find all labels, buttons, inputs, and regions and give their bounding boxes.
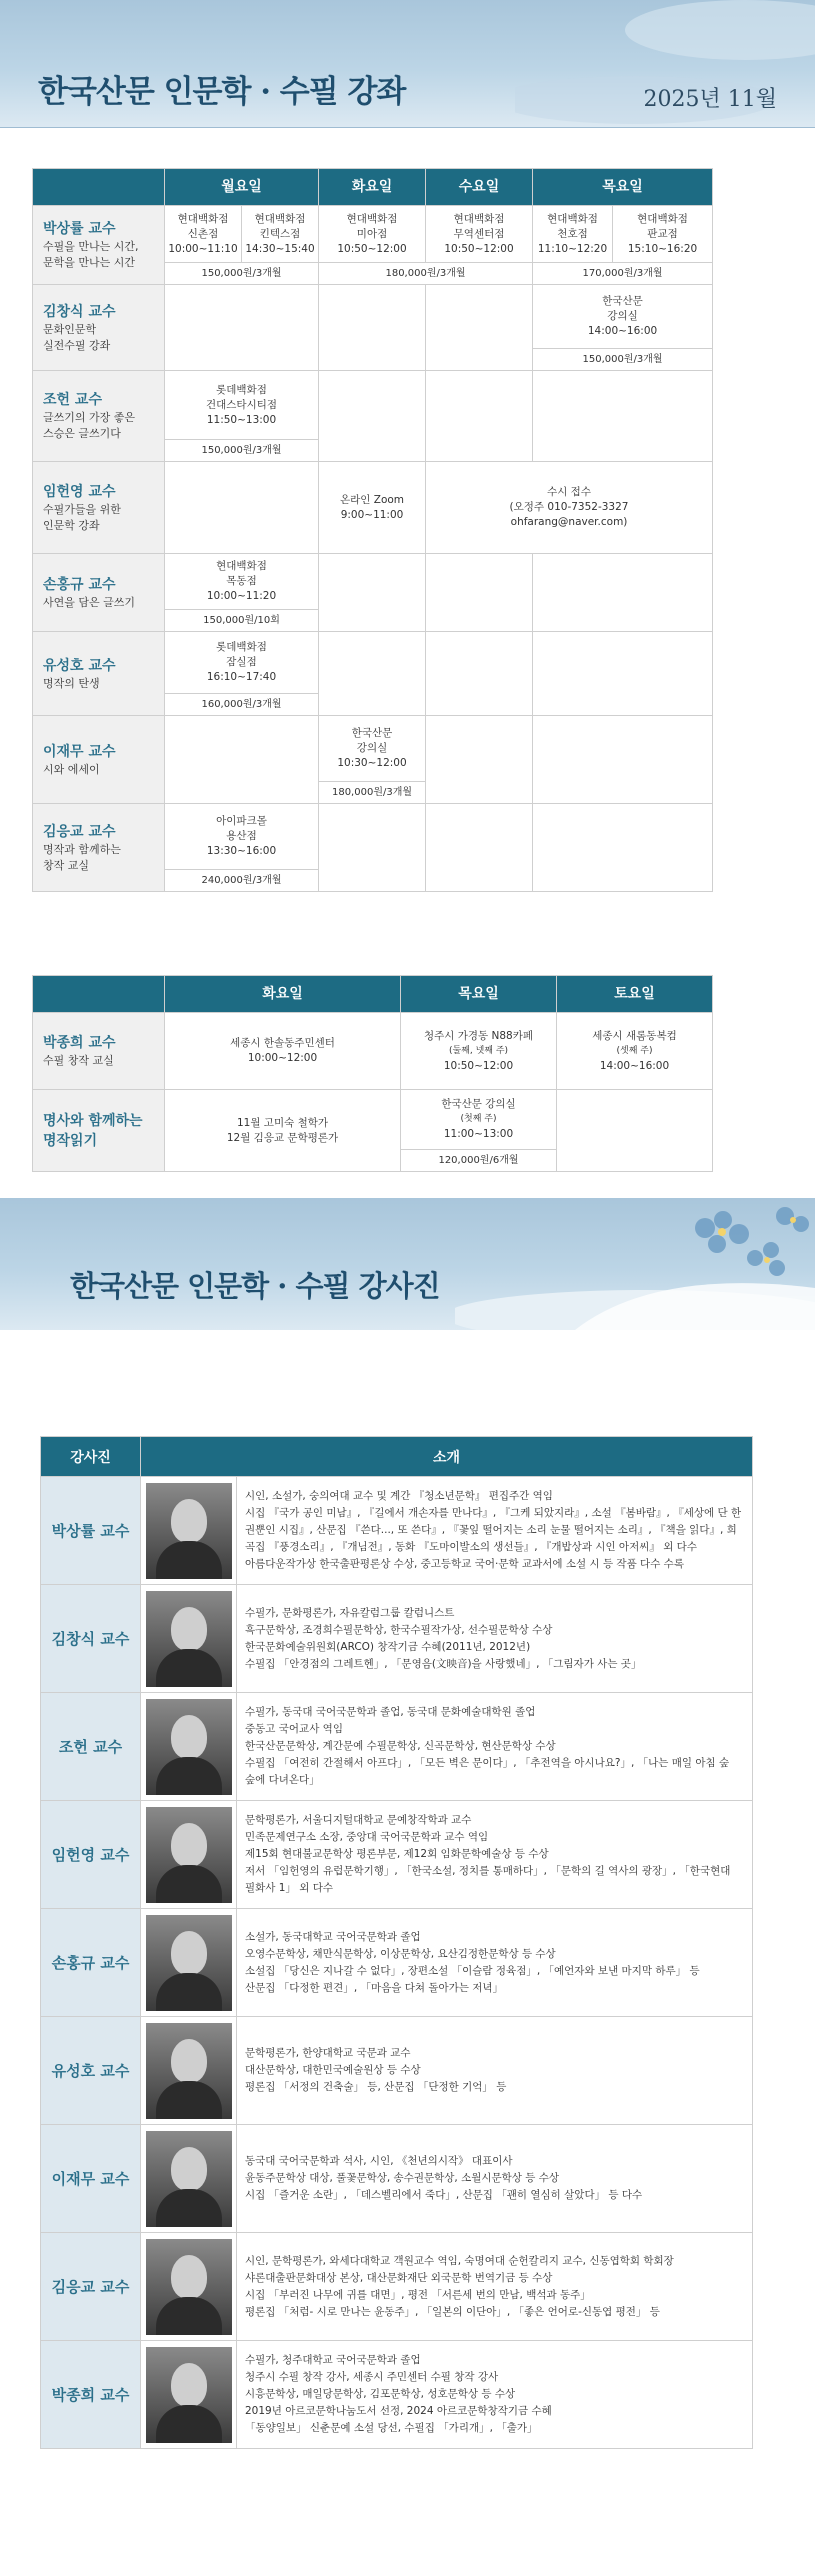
course-title: 사연을 담은 글쓰기 (43, 595, 136, 609)
class-cell: 11월 고미숙 철학가 12월 김응교 문학평론가 (165, 1090, 401, 1172)
price-cell: 150,000원/10회 (165, 610, 319, 632)
professor-cell (33, 462, 165, 554)
professor-name: 손홍규 교수 (43, 576, 116, 593)
professor-name: 임헌영 교수 (43, 483, 116, 500)
instructor-row (41, 1585, 753, 1693)
bio-line: 샤론대출판문화대상 본상, 대산문화재단 외국문학 번역기금 등 수상 (245, 2271, 553, 2284)
course-title: 글쓰기의 가장 좋은 (43, 411, 136, 424)
instructor-photo (146, 1915, 232, 2011)
section-title: 한국산문 인문학 · 수필 강사진 (70, 1269, 440, 1303)
bio-line: 수필가, 문화평론가, 자유칼럼그룹 칼럼니스트 (245, 1606, 455, 1619)
instructor-row (41, 1693, 753, 1801)
schedule-table (32, 168, 713, 892)
instructor-photo (146, 1807, 232, 1903)
professor-cell (33, 285, 165, 371)
header-intro: 소개 (141, 1437, 753, 1477)
instructor-name: 이재무 교수 (41, 2125, 141, 2233)
professor-cell (33, 716, 165, 804)
professor-cell (33, 371, 165, 462)
professor-cell (33, 804, 165, 892)
bio-line: 소설집 「당신은 지나갈 수 없다」, 장편소설 「이슬람 정육점」, 「예언자와 보낸 마지막 하루」 등 (245, 1964, 700, 1977)
price-cell: 170,000원/3개월 (533, 263, 713, 285)
instructor-photo-cell (141, 1801, 237, 1909)
course-title: 실전수필 강좌 (43, 338, 111, 352)
course-title: 문학을 만나는 시간 (43, 256, 136, 269)
class-cell: 아이파크몰 용산점 13:30~16:00 (165, 804, 319, 870)
professor-cell (33, 206, 165, 285)
instructor-bio (237, 1585, 753, 1693)
day-header: 토요일 (557, 976, 713, 1013)
professor-name: 김창식 교수 (43, 303, 116, 320)
bio-line: 숲에 다녀온다」 (245, 1774, 320, 1786)
instructor-bio (237, 2233, 753, 2341)
instructor-photo-cell (141, 2017, 237, 2125)
price-cell: 150,000원/3개월 (165, 440, 319, 462)
day-header: 화요일 (165, 976, 401, 1013)
instructor-photo (146, 2347, 232, 2443)
bio-line: 「동양일보」 신춘문예 소설 당선, 수필집 「가리개」, 「출가」 (245, 2422, 538, 2434)
instructors-table (40, 1436, 753, 2449)
bio-line: 문학평론가, 서울디지털대학교 문예창작학과 교수 (245, 1814, 472, 1826)
bio-line: 2019년 아르코문학나눔도서 선정, 2024 아르코문학창작기금 수혜 (245, 2405, 552, 2417)
header-instructors: 강사진 (41, 1437, 141, 1477)
bio-line: 한국산문문학상, 계간문예 수필문학상, 신곡문학상, 현산문학상 수상 (245, 1740, 556, 1752)
professor-name: 이재무 교수 (43, 743, 116, 760)
instructor-name: 김응교 교수 (41, 2233, 141, 2341)
instructor-row (41, 2341, 753, 2449)
price-cell: 150,000원/3개월 (533, 349, 713, 371)
schedule-table-2 (32, 975, 713, 1172)
bio-line: 평론집 「서정의 건축술」 등, 산문집 「단정한 기억」 등 (245, 2081, 507, 2093)
class-cell: 현대백화점 목동점 10:00~11:20 (165, 554, 319, 610)
instructor-photo-cell (141, 1693, 237, 1801)
bio-line: 윤동주문학상 대상, 풀꽃문학상, 송수권문학상, 소월시문학상 등 수상 (245, 2172, 560, 2184)
professor-name: 김응교 교수 (43, 823, 116, 840)
instructor-row (41, 2125, 753, 2233)
instructor-photo-cell (141, 1477, 237, 1585)
professor-cell (33, 1013, 165, 1090)
course-title: 수필을 만나는 시간, (43, 240, 139, 253)
bio-line: 시집 『국가 공인 미남』, 『길에서 개손자를 만나다』, 『그케 되았지라』, 소설 『봄바람』, 『세상에 단 한 (245, 1507, 742, 1519)
instructor-name: 조헌 교수 (41, 1693, 141, 1801)
bio-line: 청주시 수필 창작 강사, 세종시 주민센터 수필 창작 강사 (245, 2371, 499, 2383)
price-cell: 180,000원/3개월 (319, 782, 426, 804)
course-title: 수필 창작 교실 (43, 1054, 114, 1067)
bio-line: 아름다운작가상 한국출판평론상 수상, 중고등학교 국어·문학 교과서에 소설 시 등 작품 다수 수록 (245, 1558, 684, 1570)
professor-name: 명작읽기 (43, 1132, 98, 1149)
professor-cell (33, 632, 165, 716)
course-title: 문화인문학 (43, 322, 97, 336)
day-header: 목요일 (533, 169, 713, 206)
professor-name: 명사와 함께하는 (43, 1112, 143, 1129)
bio-line: 대산문학상, 대한민국예술원상 등 수상 (245, 2064, 421, 2076)
date-label: 2025년 11월 (643, 87, 777, 112)
instructor-bio (237, 1477, 753, 1585)
instructor-photo (146, 2023, 232, 2119)
instructor-bio (237, 2017, 753, 2125)
instructor-photo-cell (141, 2233, 237, 2341)
instructor-row (41, 1801, 753, 1909)
instructor-name: 유성호 교수 (41, 2017, 141, 2125)
bio-line: 권뿐인 시집』, 산문집 『쓴다..., 또 쓴다』, 『꽃잎 떨어지는 소리 눈물 떨어지는 소리』, 『책을 읽다』, 희 (245, 1524, 737, 1536)
class-cell: 세종시 한솔동주민센터 10:00~12:00 (165, 1013, 401, 1090)
course-title: 명작과 함께하는 (43, 842, 121, 856)
course-title: 명작의 탄생 (43, 676, 100, 690)
price-cell: 160,000원/3개월 (165, 694, 319, 716)
page-title: 한국산문 인문학 · 수필 강좌 (38, 74, 406, 110)
instructor-bio (237, 2341, 753, 2449)
bio-line: 평론집 「처럼- 시로 만나는 윤동주」, 「일본의 이단아」, 「좋은 언어로-신동엽 평전」 등 (245, 2305, 660, 2318)
professor-cell (33, 1090, 165, 1172)
bio-line: 시집 「부러진 나무에 귀를 대면」, 평전 「서른세 번의 만남, 백석과 동주」 (245, 2288, 591, 2301)
bio-line: 문학평론가, 한양대학교 국문과 교수 (245, 2047, 411, 2059)
instructor-photo (146, 1483, 232, 1579)
instructor-row (41, 1477, 753, 1585)
bio-line: 제15회 현대불교문학상 평론부문, 제12회 임화문학예술상 등 수상 (245, 1848, 549, 1860)
professor-name: 유성호 교수 (43, 657, 116, 674)
instructor-photo (146, 2131, 232, 2227)
instructor-name: 박상률 교수 (41, 1477, 141, 1585)
instructor-row (41, 1909, 753, 2017)
instructor-photo (146, 2239, 232, 2335)
bio-line: 시인, 소설가, 숭의여대 교수 및 계간 『청소년문학』 편집주간 역임 (245, 1490, 553, 1502)
instructor-name: 김창식 교수 (41, 1585, 141, 1693)
bio-line: 중동고 국어교사 역임 (245, 1723, 343, 1735)
instructor-photo (146, 1699, 232, 1795)
instructor-bio (237, 1801, 753, 1909)
bio-line: 흑구문학상, 조경희수필문학상, 한국수필작가상, 선수필문학상 수상 (245, 1623, 553, 1636)
bio-line: 수필가, 동국대 국어국문학과 졸업, 동국대 문화예술대학원 졸업 (245, 1706, 536, 1718)
instructor-photo (146, 1591, 232, 1687)
bio-line: 오영수문학상, 채만식문학상, 이상문학상, 요산김정한문학상 등 수상 (245, 1947, 556, 1960)
bio-line: 수필집 「여전히 간절해서 아프다」, 「모든 벽은 문이다」, 「추전역을 아시나요?」, 「나는 매일 아침 숲 (245, 1757, 730, 1769)
day-header: 목요일 (401, 976, 557, 1013)
price-cell: 120,000원/6개월 (401, 1150, 557, 1172)
course-title: 수필가들을 위한 (43, 502, 121, 516)
instructor-row (41, 2017, 753, 2125)
banner-courses (0, 0, 815, 128)
class-cell: 수시 접수 (오정주 010-7352-3327 ohfarang@naver.com) (426, 462, 713, 554)
professor-name: 박종희 교수 (43, 1035, 116, 1051)
course-title: 시와 에세이 (43, 762, 100, 776)
bio-line: 수필집 「안경점의 그레트헨」, 「문영음(文映音)을 사랑했네」, 「그림자가 사는 곳」 (245, 1657, 642, 1670)
instructor-name: 임헌영 교수 (41, 1801, 141, 1909)
day-header: 수요일 (426, 169, 533, 206)
bio-line: 곡집 『풍경소리』, 『개님전』, 동화 『도마이발소의 생선들』, 『개밥상과 시인 아저씨』 외 다수 (245, 1541, 697, 1553)
professor-name: 박상률 교수 (43, 221, 116, 237)
instructor-photo-cell (141, 2125, 237, 2233)
class-cell: 한국산문 강의실 (첫째 주) 11:00~13:00 (401, 1090, 557, 1150)
class-cell: 현대백화점 무역센터점 10:50~12:00 (426, 206, 533, 263)
class-cell: 현대백화점 미아점 10:50~12:00 (319, 206, 426, 263)
bio-line: 민족문제연구소 소장, 중앙대 국어국문학과 교수 역임 (245, 1831, 489, 1843)
instructor-name: 박종희 교수 (41, 2341, 141, 2449)
instructor-bio (237, 1909, 753, 2017)
course-title: 인문학 강좌 (43, 518, 100, 532)
class-cell: 롯데백화점 잠실점 16:10~17:40 (165, 632, 319, 694)
bio-line: 동국대 국어국문학과 석사, 시인, 《천년의시작》 대표이사 (245, 2155, 513, 2167)
instructor-photo-cell (141, 1585, 237, 1693)
corner-cell (33, 976, 165, 1013)
class-cell: 현대백화점 판교점 15:10~16:20 (613, 206, 713, 263)
bio-line: 시흥문학상, 매일당문학상, 김포문학상, 성호문학상 등 수상 (245, 2388, 516, 2400)
bio-line: 필화사 1」 외 다수 (245, 1882, 334, 1894)
flower-decoration (455, 1198, 815, 1330)
professor-cell (33, 554, 165, 632)
class-cell: 세종시 새롬동복컴 (셋째 주) 14:00~16:00 (557, 1013, 713, 1090)
bio-line: 시인, 문학평론가, 와세다대학교 객원교수 역임, 숙명여대 순헌칼리지 교수, 신동엽학회 학회장 (245, 2254, 674, 2267)
bio-line: 한국문화예술위원회(ARCO) 창작기금 수혜(2011년, 2012년) (245, 1640, 531, 1653)
banner-instructors (0, 1198, 815, 1330)
class-cell: 롯데백화점 건대스타시티점 11:50~13:00 (165, 371, 319, 440)
bio-line: 저서 「임헌영의 유럽문학기행」, 「한국소설, 정치를 통매하다」, 「문학의 길 역사의 광장」, 「한국현대 (245, 1865, 731, 1877)
price-cell: 240,000원/3개월 (165, 870, 319, 892)
class-cell: 청주시 가경동 N88카페 (둘째, 넷째 주) 10:50~12:00 (401, 1013, 557, 1090)
instructor-name: 손홍규 교수 (41, 1909, 141, 2017)
day-header: 월요일 (165, 169, 319, 206)
class-cell: 현대백화점 킨텍스점 14:30~15:40 (242, 206, 319, 263)
instructor-photo-cell (141, 1909, 237, 2017)
class-cell: 한국산문 강의실 14:00~16:00 (533, 285, 713, 349)
day-header: 화요일 (319, 169, 426, 206)
instructor-row (41, 2233, 753, 2341)
instructor-bio (237, 2125, 753, 2233)
price-cell: 150,000원/3개월 (165, 263, 319, 285)
class-cell: 현대백화점 천호점 11:10~12:20 (533, 206, 613, 263)
bio-line: 시집 「즐거운 소란」, 「데스벨리에서 죽다」, 산문집 「괜히 열심히 살았다」 등 다수 (245, 2189, 643, 2201)
bio-line: 소설가, 동국대학교 국어국문학과 졸업 (245, 1930, 421, 1943)
class-cell: 현대백화점 신촌점 10:00~11:10 (165, 206, 242, 263)
bio-line: 수필가, 청주대학교 국어국문학과 졸업 (245, 2354, 421, 2366)
instructor-photo-cell (141, 2341, 237, 2449)
bio-line: 산문집 「다정한 편견」, 「마음을 다쳐 돌아가는 저녁」 (245, 1981, 504, 1994)
class-cell: 온라인 Zoom 9:00~11:00 (319, 462, 426, 554)
corner-cell (33, 169, 165, 206)
price-cell: 180,000원/3개월 (319, 263, 533, 285)
class-cell: 한국산문 강의실 10:30~12:00 (319, 716, 426, 782)
course-title: 창작 교실 (43, 858, 90, 872)
instructor-bio (237, 1693, 753, 1801)
course-title: 스승은 글쓰기다 (43, 427, 121, 440)
professor-name: 조헌 교수 (43, 392, 102, 408)
